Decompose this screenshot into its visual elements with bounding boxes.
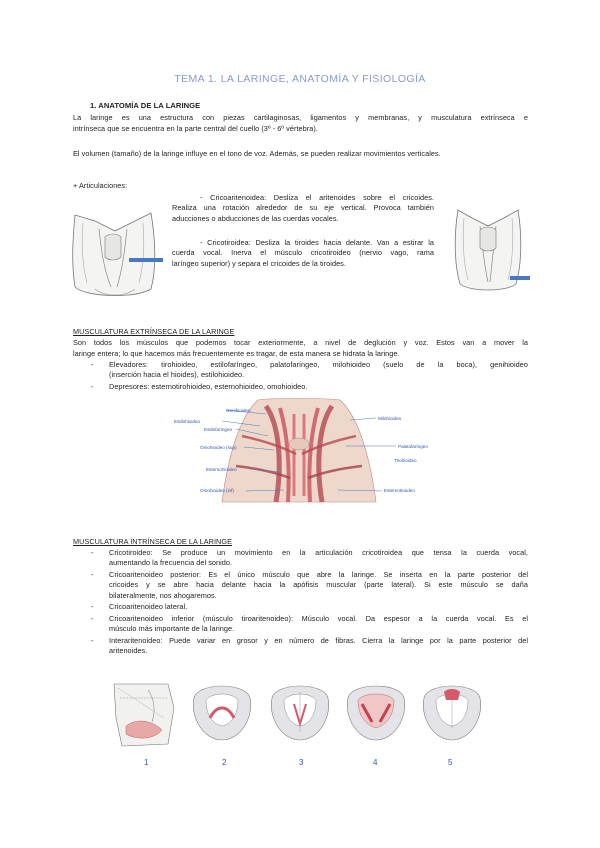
- intrinsic-muscles-figure: [108, 678, 500, 774]
- list-item: [91, 360, 528, 381]
- list-item-line: aritenoides.: [109, 646, 148, 656]
- figure-number: 2: [222, 758, 227, 767]
- paragraph: El volumen (tamaño) de la laringe influye en el tono de voz. Además, se pueden realizar movimientos verticales.: [73, 149, 441, 158]
- section-heading-anatomia: 1. ANATOMÍA DE LA LARINGE: [90, 101, 201, 110]
- list-item-line: Cricoaritenoideo inferior (músculo tiroaritenoideo): Músculo vocal. Da espesor a la cuerda vocal. Es el: [109, 614, 528, 623]
- list-item: [91, 382, 528, 392]
- bullet-dash: -: [91, 636, 94, 645]
- list-item-line: músculo más importante de la laringe.: [109, 624, 235, 634]
- list-item: [91, 548, 528, 569]
- figure-number: 1: [144, 758, 149, 767]
- articulation-line: - Cricotiroidea: Desliza la tiroides hacia delante. Van a estirar la: [200, 238, 434, 247]
- paragraph-line: intrínseca que se encuentra en la parte central del cuello (3º - 6º vértebra).: [73, 124, 318, 133]
- bullet-dash: -: [91, 382, 94, 391]
- paragraph-line: La laringe es una estructura con piezas cartilaginosas, ligamentos y membranas, y musculatura extrínseca e: [73, 113, 528, 122]
- list-item: [91, 602, 528, 612]
- figure-label: Palatofaríngeo: [398, 444, 428, 449]
- figure-label: Omohioideo (inf): [200, 488, 234, 493]
- list-item-line: aumentando la frecuencia del sonido.: [109, 558, 233, 568]
- articulation-line: aducciones o abducciones de las cuerdas vocales.: [172, 213, 339, 223]
- page-title: TEMA 1. LA LARINGE, ANATOMÍA Y FISIOLOGÍA: [174, 73, 426, 85]
- figure-label: Estilohioideo: [174, 419, 201, 424]
- figure-label: Esternohioideo: [206, 467, 237, 472]
- figure-label: Tirohioideo: [394, 458, 417, 463]
- list-item-line: Cricotiroideo: Se produce un movimiento en la articulación cricotiroidea que tensa la cuerda vocal,: [109, 548, 528, 557]
- larynx-lateral-view: [114, 684, 174, 746]
- neck-muscles-figure: [170, 396, 440, 504]
- list-item-line: (inserción hacia el hioides), estilohioideo.: [109, 370, 245, 380]
- figure-label: Milohioideo: [378, 416, 402, 421]
- figure-number: 4: [373, 758, 378, 767]
- paragraph-line: laringe entera; lo que hacemos más frecuentemente es tragar, de esta manera se hidrata la laringe.: [73, 349, 400, 358]
- bullet-dash: -: [91, 570, 94, 579]
- list-item: [91, 570, 528, 601]
- bullet-dash: -: [91, 614, 94, 623]
- list-item-line: Depresores: esternotirohioideo, esternohioideo, omohioideo.: [109, 382, 308, 391]
- larynx-illustration-right: [450, 204, 530, 296]
- list-item-line: Interaritenoideo: Puede variar en grosor y en número de fibras. Cierra la laringe por la parte posterior del: [109, 636, 528, 645]
- articulation-item: [172, 193, 434, 224]
- section-heading-extrinseca: MUSCULATURA EXTRÍNSECA DE LA LARINGE: [73, 327, 235, 336]
- articulation-line: Realiza una rotación alrededor de su eje vertical. Provoca también: [172, 203, 434, 213]
- articulation-item: [172, 238, 434, 269]
- bullet-dash: -: [91, 360, 94, 369]
- figure-number: 3: [299, 758, 304, 767]
- articulation-line: - Cricoaritenoidea: Desliza el aritenoides sobre el cricoides.: [200, 193, 434, 202]
- figure-label: Omohioideo (sup): [200, 445, 237, 450]
- section-heading-intrinseca: MUSCULATURA INTRÍNSECA DE LA LARINGE: [73, 537, 232, 546]
- articulaciones-label: + Articulaciones:: [73, 181, 128, 190]
- list-item-line: Elevadores: tirohioideo, estilofaríngeo, palatofaríngeo, milohioideo (suelo de la boca), genihioideo: [109, 360, 528, 369]
- list-item: [91, 636, 528, 657]
- bullet-dash: -: [91, 602, 94, 611]
- figure-label: Genihioideo: [226, 408, 251, 413]
- larynx-illustration-left: [65, 207, 165, 303]
- bullet-dash: -: [91, 548, 94, 557]
- figure-number: 5: [448, 758, 453, 767]
- articulation-line: laríngeo superior) y separa el cricoides de la tiroides.: [172, 258, 346, 268]
- list-item-line: bilateralmente, nos ahogaremos.: [109, 590, 217, 600]
- figure-label: Esternotiroideo: [384, 488, 415, 493]
- articulation-line: cuerda vocal. Inerva el músculo cricotiroideo (nervio vago, rama: [172, 248, 434, 258]
- list-item-line: cricoides y se abre hacia delante hacia la apófisis muscular (parte lateral). Si este músculo se daña: [109, 580, 528, 590]
- list-item: [91, 614, 528, 635]
- list-item-line: Cricoaritenoideo lateral.: [109, 602, 188, 611]
- list-item-line: Cricoaritenoideo posterior: Es el único músculo que abre la laringe. Se inserta en la parte posterior del: [109, 570, 528, 579]
- paragraph-line: Son todos los músculos que podemos tocar exteriormente, a nivel de deglución y voz. Estos van a mover la: [73, 338, 528, 347]
- figure-label: Estilofaríngeo: [204, 427, 233, 432]
